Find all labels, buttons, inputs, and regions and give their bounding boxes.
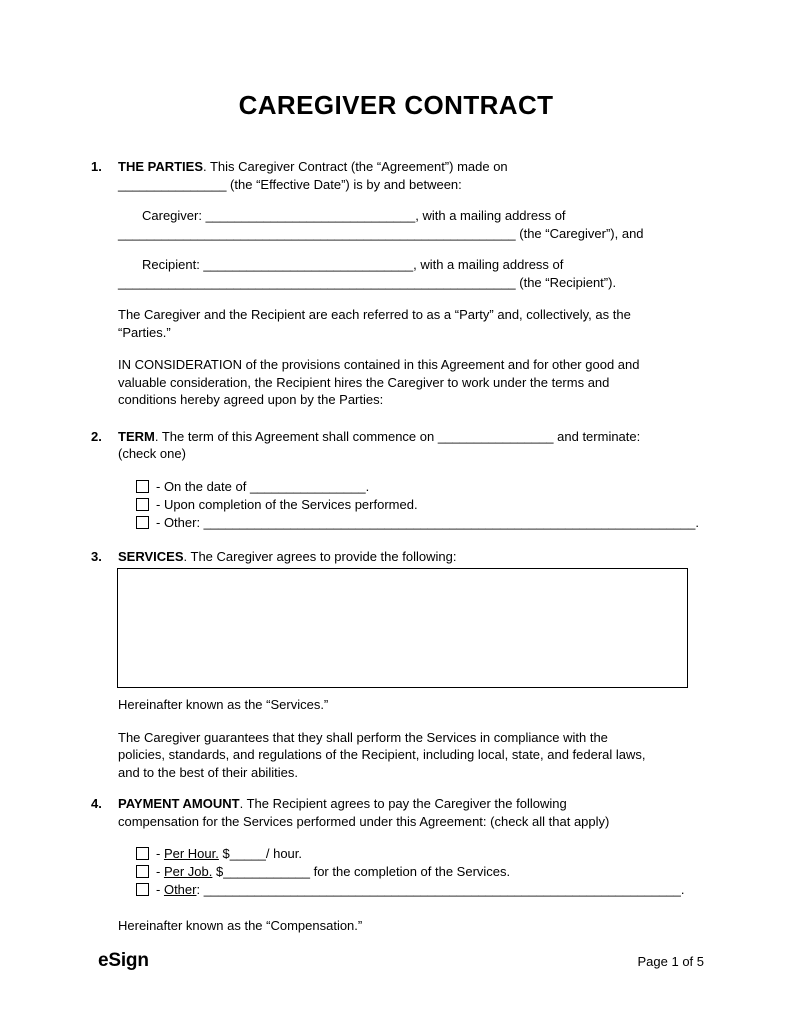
esign-logo: eSign [98,950,149,971]
checkbox-term-other[interactable] [136,516,149,529]
document-body [0,158,792,935]
services-input-box[interactable] [117,568,688,688]
section-the-parties [91,158,732,409]
parties-definition-paragraph [118,306,700,341]
section-heading: THE PARTIES [118,159,203,174]
per-job-label: Per Job. [163,864,213,879]
section-payment-amount [91,795,732,935]
paragraph-line: policies, standards, and regulations of the Recipient, including local, state, and federal laws, [118,747,646,762]
checkbox-upon-completion[interactable] [136,498,149,511]
term-intro-paragraph [118,428,700,463]
option-label: - Other: ____________________________________________________________________. [156,514,699,530]
payment-intro-text: . The Recipient agrees to pay the Caregiver the following [239,796,567,811]
payment-options [136,845,700,899]
guarantee-paragraph [118,729,700,782]
checkbox-per-job[interactable] [136,865,149,878]
option-label: - Per Hour. $_____/ hour. [156,846,303,861]
payment-option-per-job [136,863,700,881]
parties-intro-paragraph [118,158,700,193]
per-hour-label: Per Hour. [163,846,219,861]
option-label: - Upon completion of the Services performed. [156,496,418,512]
paragraph-line: valuable consideration, the Recipient hires the Caregiver to work under the terms and [118,374,610,390]
option-label: - Per Job. $____________ for the completion of the Services. [156,864,511,879]
term-options [136,478,700,532]
paragraph-line: IN CONSIDERATION of the provisions contained in this Agreement and for other good and [118,357,640,372]
parties-intro-text: . This Caregiver Contract (the “Agreement”) made on [203,159,508,174]
term-option-on-date [136,478,700,496]
services-intro-text: . The Caregiver agrees to provide the following: [183,548,457,564]
effective-date-blank-line: _______________ (the “Effective Date”) is by and between: [118,176,462,192]
payment-option-per-hour [136,845,700,863]
checkbox-on-date[interactable] [136,480,149,493]
payment-intro-paragraph [118,795,700,830]
caregiver-name-line: Caregiver: _____________________________, with a mailing address of [142,208,566,223]
section-term [91,428,732,532]
option-label: - On the date of ________________. [156,478,370,494]
page-number: Page 1 of 5 [637,954,704,969]
paragraph-line: The Caregiver and the Recipient are each referred to as a “Party” and, collectively, as the [118,307,631,322]
section-heading: PAYMENT AMOUNT [118,796,240,811]
recipient-name-line: Recipient: _____________________________, with a mailing address of [142,257,564,272]
recipient-paragraph [118,256,700,291]
per-hour-rest: $_____/ hour. [218,846,303,861]
paragraph-line: Hereinafter known as the “Services.” [118,697,329,712]
option-label: - Other: __________________________________________________________________. [156,882,685,897]
page-footer [98,952,704,971]
payment-option-other [136,881,700,899]
services-intro-paragraph [118,548,700,566]
checkbox-payment-other[interactable] [136,883,149,896]
section-number: 1. [91,159,102,174]
section-number: 3. [91,548,102,564]
caregiver-address-line: _______________________________________________________ (the “Caregiver”), and [118,225,644,241]
paragraph-line: and to the best of their abilities. [118,764,298,780]
paragraph-line: Hereinafter known as the “Compensation.” [118,918,363,933]
checkbox-per-hour[interactable] [136,847,149,860]
term-option-other [136,514,700,532]
payment-intro-line2: compensation for the Services performed under this Agreement: (check all that apply) [118,813,610,829]
check-one-label: (check one) [118,446,186,461]
recipient-address-line: _______________________________________________________ (the “Recipient”). [118,274,617,290]
section-heading: SERVICES [118,548,184,564]
term-intro-text: . The term of this Agreement shall commence on ________________ and terminate: [154,428,641,444]
term-option-upon-completion [136,496,700,514]
other-label: Other [163,882,197,897]
section-number: 2. [91,428,102,444]
section-services [91,548,732,782]
paragraph-line: The Caregiver guarantees that they shall perform the Services in compliance with the [118,729,608,745]
document-title: CAREGIVER CONTRACT [238,90,554,120]
section-heading: TERM [118,428,155,444]
per-job-rest: $____________ for the completion of the Services. [212,864,511,879]
paragraph-line: conditions hereby agreed upon by the Parties: [118,392,384,407]
services-hereinafter [118,696,700,714]
section-number: 4. [91,796,102,811]
caregiver-paragraph [118,207,700,242]
consideration-paragraph [118,356,700,409]
compensation-hereinafter [118,917,700,935]
other-rest: : __________________________________________________________________. [196,882,685,897]
paragraph-line: “Parties.” [118,324,171,340]
